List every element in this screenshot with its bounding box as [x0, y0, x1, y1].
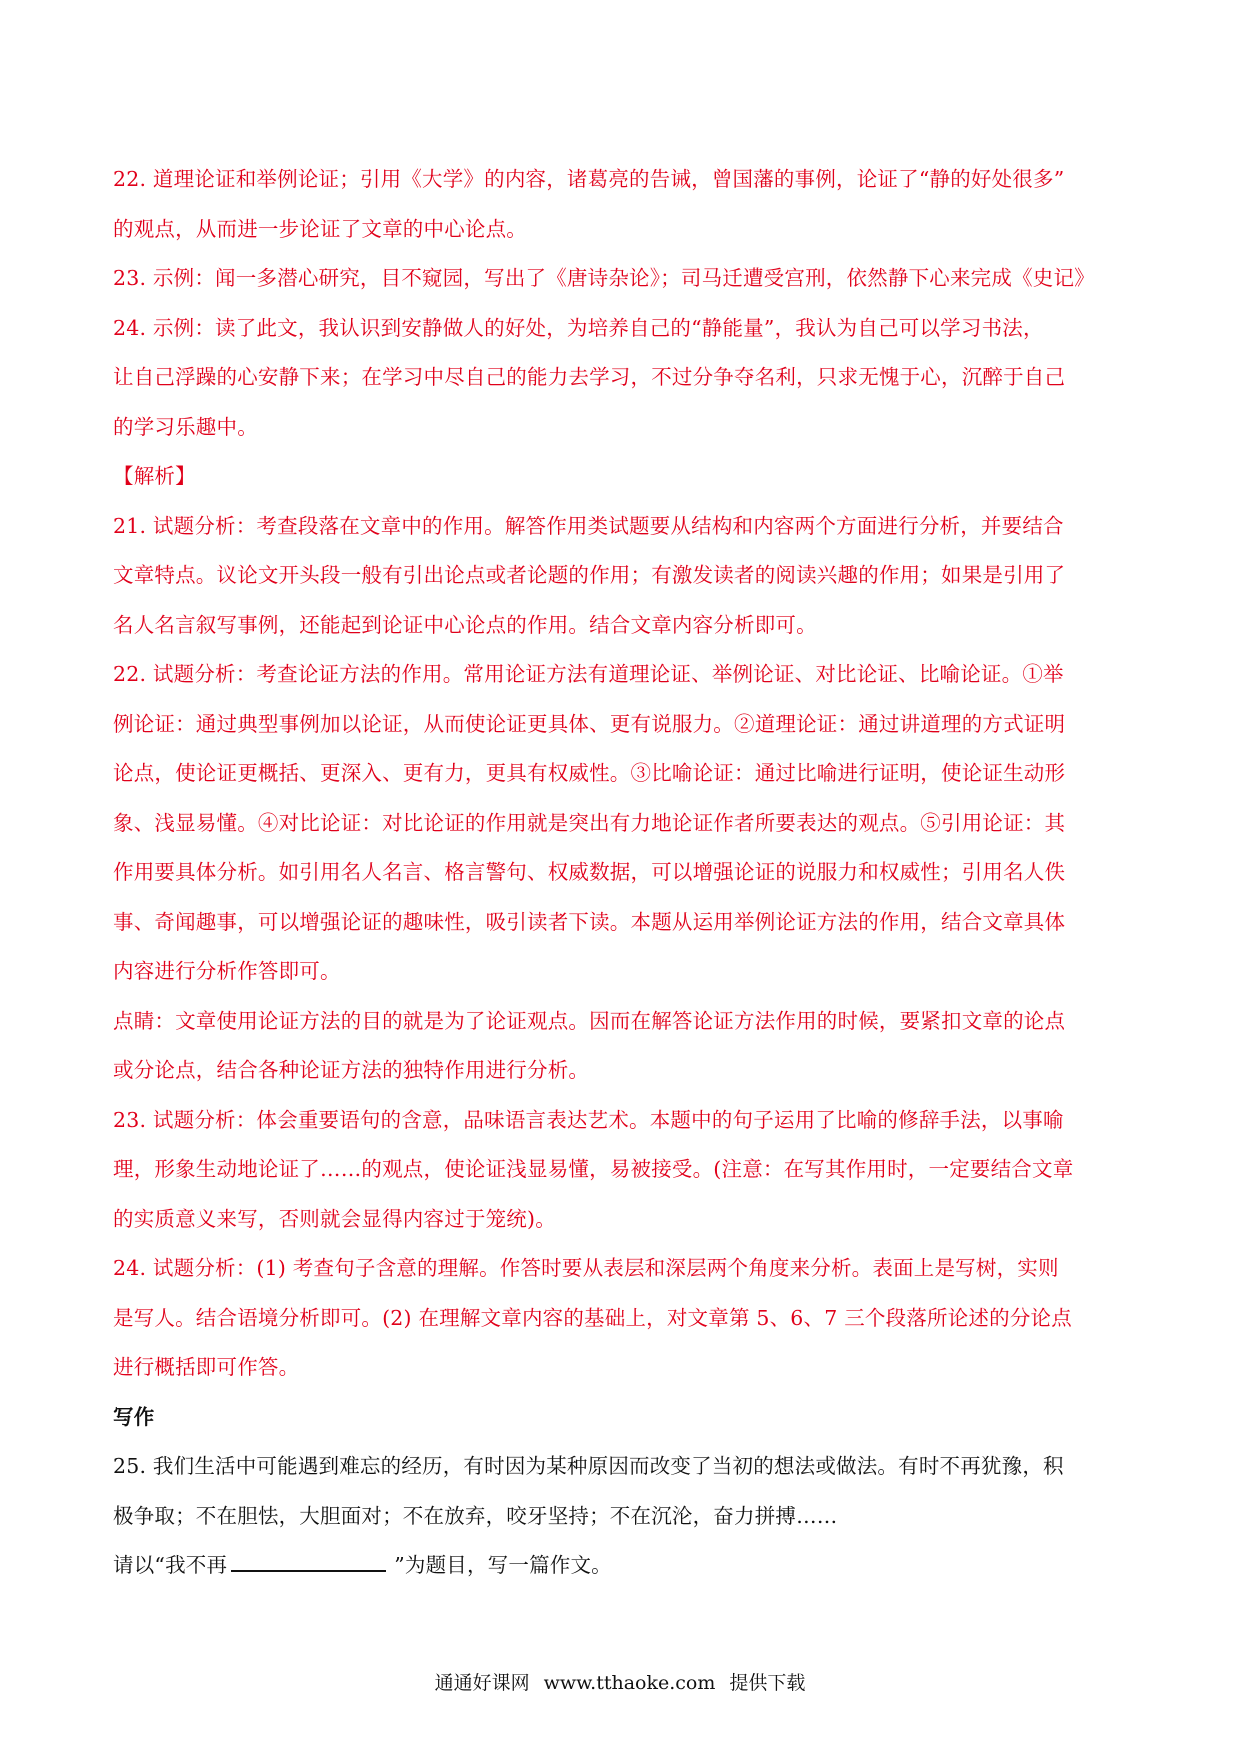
analysis-22-line-7: 内容进行分析作答即可。: [113, 959, 341, 983]
analysis-23-line-3: 的实质意义来写，否则就会显得内容过于笼统)。: [113, 1206, 556, 1231]
document-page: [113, 155, 1133, 1591]
question-25-line-2: 极争取；不在胆怯，大胆面对；不在放弃，咬牙坚持；不在沉沦，奋力拼搏……: [113, 1503, 838, 1528]
analysis-24-line-1: 24. 试题分析：(1) 考查句子含意的理解。作答时要从表层和深层两个角度来分析。表面上是写树，实则: [113, 1256, 1059, 1280]
answer-22-line-2: 的观点，从而进一步论证了文章的中心论点。: [113, 216, 527, 241]
prompt-end: ”为题目，写一篇作文。: [394, 1553, 612, 1577]
question-25-prompt: [113, 1541, 1133, 1591]
footer-site-name: 通通好课网: [434, 1672, 530, 1694]
analysis-21-line-3: 名人名言叙写事例，还能起到论证中心论点的作用。结合文章内容分析即可。: [113, 612, 817, 637]
analysis-22-line-4: 象、浅显易懂。④对比论证：对比论证的作用就是突出有力地论证作者所要表达的观点。⑤引用论证：其: [113, 810, 1066, 835]
title-blank: [231, 1552, 386, 1572]
answer-22-line-1: 22. 道理论证和举例论证；引用《大学》的内容，诸葛亮的告诫，曾国藩的事例，论证了“静的好处很多”: [113, 167, 1065, 191]
analysis-22-line-3: 论点，使论证更概括、更深入、更有力，更具有权威性。③比喻论证：通过比喻进行证明，使论证生动形: [113, 761, 1066, 785]
footer-provide: 提供下载: [729, 1672, 806, 1694]
prompt-start: 请以“我不再: [113, 1553, 228, 1577]
analysis-21-line-2: 文章特点。议论文开头段一般有引出论点或者论题的作用；有激发读者的阅读兴趣的作用；如果是引用了: [113, 563, 1066, 587]
analysis-24-line-3: 进行概括即可作答。: [113, 1355, 300, 1379]
answer-24-line-1: 24. 示例：读了此文，我认识到安静做人的好处，为培养自己的“静能量”，我认为自己可以学习书法，: [113, 315, 1044, 340]
analysis-23-line-1: 23. 试题分析：体会重要语句的含意，品味语言表达艺术。本题中的句子运用了比喻的修辞手法，以事喻: [113, 1107, 1064, 1132]
tip-line-1: 点睛：文章使用论证方法的目的就是为了论证观点。因而在解答论证方法作用的时候，要紧扣文章的论点: [113, 1008, 1066, 1033]
question-25-line-1: 25. 我们生活中可能遇到难忘的经历，有时因为某种原因而改变了当初的想法或做法。有时不再犹豫，积: [113, 1454, 1064, 1478]
analysis-22-line-5: 作用要具体分析。如引用名人名言、格言警句、权威数据，可以增强论证的说服力和权威性；引用名人佚: [113, 860, 1066, 884]
analysis-23-line-2: 理，形象生动地论证了……的观点，使论证浅显易懂，易被接受。(注意：在写其作用时，一定要结合文章: [113, 1157, 1074, 1181]
writing-heading: 写作: [113, 1404, 155, 1429]
analysis-22-line-2: 例论证：通过典型事例加以论证，从而使论证更具体、更有说服力。②道理论证：通过讲道理的方式证明: [113, 711, 1066, 736]
analysis-heading: 【解析】: [113, 464, 196, 488]
tip-line-2: 或分论点，结合各种论证方法的独特作用进行分析。: [113, 1058, 590, 1082]
footer-url: www.tthaoke.com: [543, 1672, 716, 1694]
answer-24-line-2: 让自己浮躁的心安静下来；在学习中尽自己的能力去学习，不过分争夺名利，只求无愧于心，沉醉于自己: [113, 365, 1066, 389]
answer-23-line-1: 23. 示例：闻一多潜心研究，目不窥园，写出了《唐诗杂论》；司马迁遭受宫刑，依然静下心来完成《史记》: [113, 266, 1095, 290]
analysis-21-line-1: 21. 试题分析：考查段落在文章中的作用。解答作用类试题要从结构和内容两个方面进行分析，并要结合: [113, 513, 1064, 538]
analysis-24-line-2: 是写人。结合语境分析即可。(2) 在理解文章内容的基础上，对文章第 5、6、7 三个段落所论述的分论点: [113, 1305, 1072, 1330]
answer-24-line-3: 的学习乐趣中。: [113, 414, 258, 439]
analysis-22-line-6: 事、奇闻趣事，可以增强论证的趣味性，吸引读者下读。本题从运用举例论证方法的作用，结合文章具体: [113, 909, 1066, 934]
page-footer: [0, 1668, 1240, 1695]
analysis-22-line-1: 22. 试题分析：考查论证方法的作用。常用论证方法有道理论证、举例论证、对比论证、比喻论证。①举: [113, 662, 1064, 686]
